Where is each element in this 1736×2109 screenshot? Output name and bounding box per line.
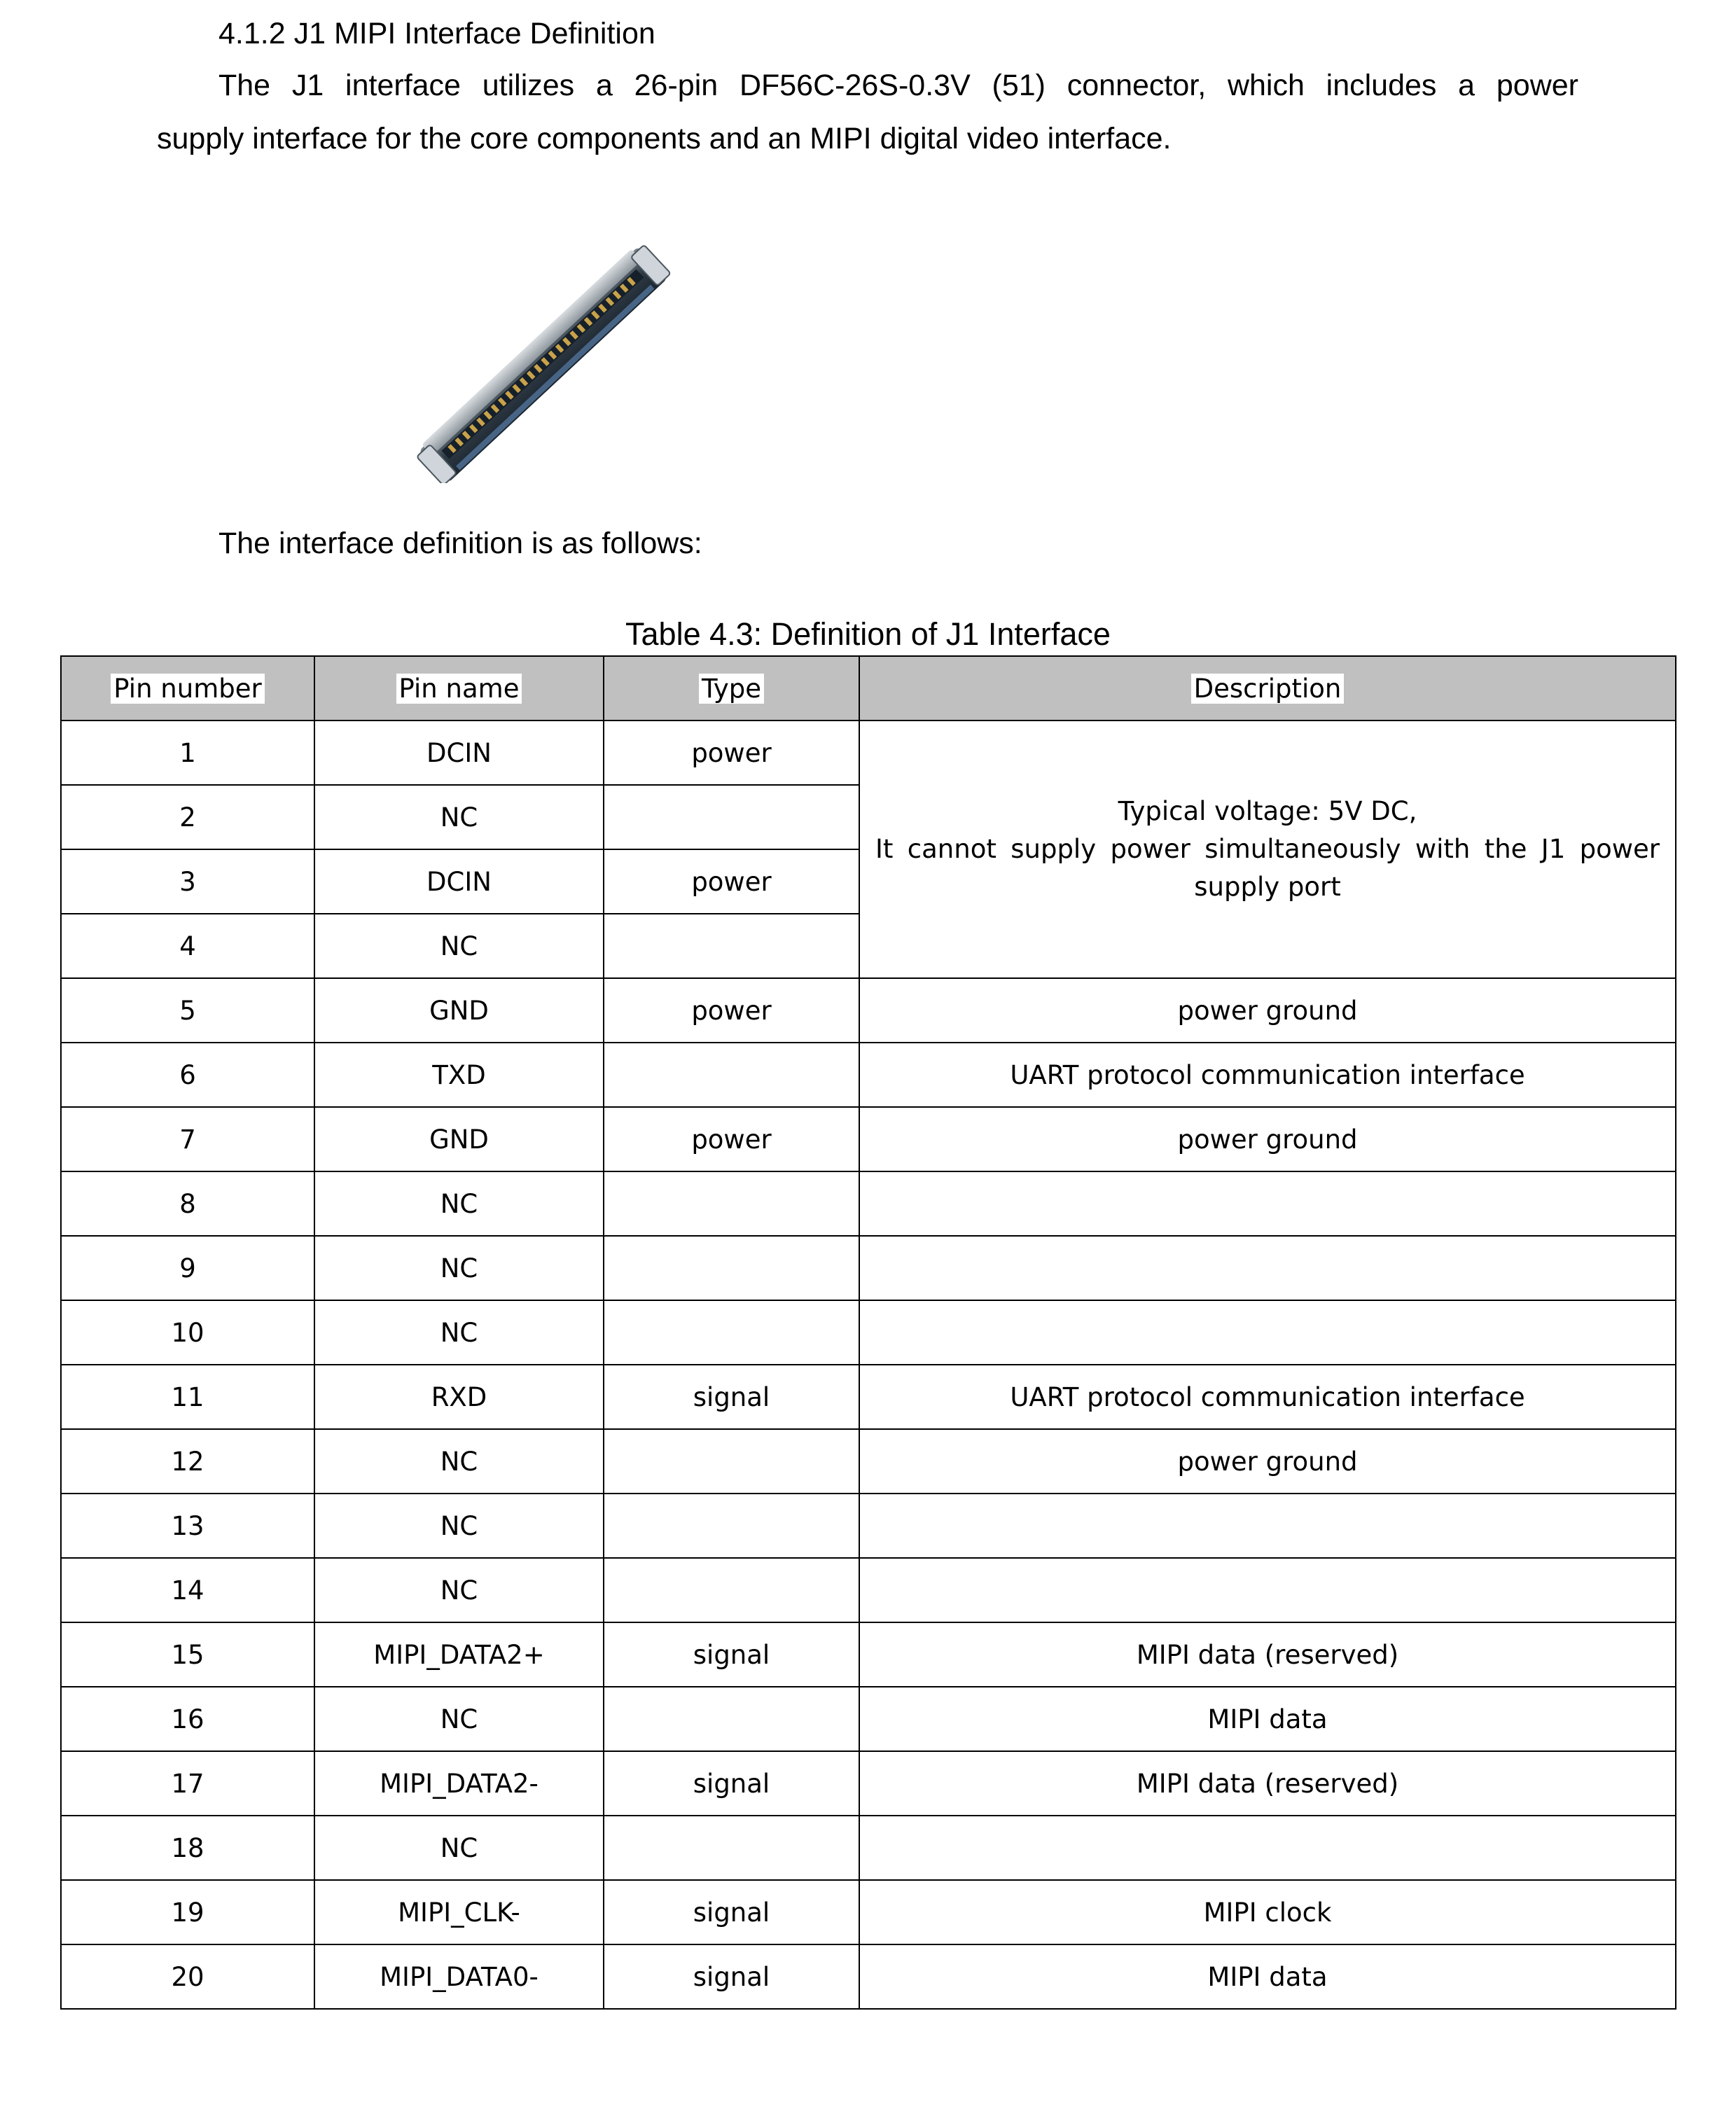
pin-name-cell: DCIN [314,721,604,785]
type-cell: signal [604,1365,859,1429]
table-row [61,1236,1676,1300]
pin-name-cell: NC [314,1687,604,1751]
header-pin-number: Pin number [61,656,314,721]
pin-name-cell: NC [314,1558,604,1622]
description-line: Typical voltage: 5V DC, [1118,796,1417,826]
pin-name-cell: MIPI_DATA2- [314,1751,604,1816]
pin-number-cell: 20 [61,1944,314,2009]
pin-number-cell: 16 [61,1687,314,1751]
pin-name-cell: NC [314,1236,604,1300]
pin-number-cell: 10 [61,1300,314,1365]
table-row [61,1751,1676,1816]
pin-number-cell: 15 [61,1622,314,1687]
pin-number-cell: 13 [61,1494,314,1558]
pin-name-cell: DCIN [314,849,604,914]
type-cell [604,1171,859,1236]
description-cell: power ground [859,1107,1676,1171]
description-cell: UART protocol communication interface [859,1043,1676,1107]
section-heading: 4.1.2 J1 MIPI Interface Definition [218,17,655,50]
type-cell [604,1429,859,1494]
intro-paragraph-line-2: supply interface for the core components and an MIPI digital video interface. [157,122,1172,155]
type-cell [604,1558,859,1622]
pin-number-cell: 1 [61,721,314,785]
pin-name-cell: GND [314,978,604,1043]
pin-number-cell: 8 [61,1171,314,1236]
pin-name-cell: NC [314,1816,604,1880]
header-description: Description [859,656,1676,721]
table-row [61,1687,1676,1751]
description-cell: MIPI data [859,1687,1676,1751]
pin-number-cell: 19 [61,1880,314,1944]
pin-name-cell: MIPI_CLK- [314,1880,604,1944]
type-cell [604,1494,859,1558]
type-cell [604,785,859,849]
table-row [61,1816,1676,1880]
description-cell [859,1816,1676,1880]
description-cell [859,1300,1676,1365]
table-row [61,1043,1676,1107]
type-cell: signal [604,1880,859,1944]
description-cell: MIPI data [859,1944,1676,2009]
description-cell [859,1494,1676,1558]
connector-image [413,245,672,483]
type-cell [604,1687,859,1751]
pin-name-cell: NC [314,1300,604,1365]
pin-name-cell: GND [314,1107,604,1171]
pin-number-cell: 6 [61,1043,314,1107]
table-row [61,978,1676,1043]
type-cell: signal [604,1622,859,1687]
type-cell [604,1236,859,1300]
description-cell: MIPI clock [859,1880,1676,1944]
table-row [61,721,1676,785]
pin-number-cell: 3 [61,849,314,914]
pin-definition-table [60,655,1676,2010]
merged-description-cell [859,721,1676,978]
table-header-row [61,656,1676,721]
table-intro-text: The interface definition is as follows: [218,527,702,560]
pin-number-cell: 7 [61,1107,314,1171]
table-caption: Table 4.3: Definition of J1 Interface [625,616,1111,652]
pin-name-cell: NC [314,1494,604,1558]
type-cell [604,914,859,978]
pin-number-cell: 5 [61,978,314,1043]
pin-number-cell: 12 [61,1429,314,1494]
pin-name-cell: NC [314,1171,604,1236]
type-cell: signal [604,1944,859,2009]
header-type: Type [604,656,859,721]
pin-number-cell: 9 [61,1236,314,1300]
description-cell [859,1558,1676,1622]
pin-name-cell: MIPI_DATA2+ [314,1622,604,1687]
type-cell: signal [604,1751,859,1816]
pin-number-cell: 11 [61,1365,314,1429]
pin-name-cell: RXD [314,1365,604,1429]
type-cell [604,1300,859,1365]
description-cell: MIPI data (reserved) [859,1751,1676,1816]
pin-name-cell: MIPI_DATA0- [314,1944,604,2009]
description-cell [859,1171,1676,1236]
type-cell: power [604,721,859,785]
type-cell [604,1043,859,1107]
description-cell [859,1236,1676,1300]
pin-number-cell: 17 [61,1751,314,1816]
pin-name-cell: TXD [314,1043,604,1107]
type-cell: power [604,1107,859,1171]
table-row [61,1107,1676,1171]
pin-number-cell: 18 [61,1816,314,1880]
table-row [61,1171,1676,1236]
pin-name-cell: NC [314,785,604,849]
pin-number-cell: 14 [61,1558,314,1622]
header-pin-name: Pin name [314,656,604,721]
description-cell: MIPI data (reserved) [859,1622,1676,1687]
type-cell: power [604,978,859,1043]
table-row [61,1300,1676,1365]
description-cell: UART protocol communication interface [859,1365,1676,1429]
description-line: It cannot supply power simultaneously with the J1 power [875,834,1660,864]
table-row [61,1429,1676,1494]
description-cell: power ground [859,1429,1676,1494]
table-row [61,1622,1676,1687]
table-row [61,1880,1676,1944]
pin-name-cell: NC [314,914,604,978]
pin-number-cell: 2 [61,785,314,849]
table-row [61,1558,1676,1622]
description-line: supply port [1194,872,1341,902]
table-row [61,1365,1676,1429]
type-cell [604,1816,859,1880]
intro-paragraph-line-1: The J1 interface utilizes a 26-pin DF56C-26S-0.3V (51) connector, which includes a power [218,69,1578,102]
table-row [61,1494,1676,1558]
table-row [61,1944,1676,2009]
description-cell: power ground [859,978,1676,1043]
pin-name-cell: NC [314,1429,604,1494]
pin-number-cell: 4 [61,914,314,978]
type-cell: power [604,849,859,914]
